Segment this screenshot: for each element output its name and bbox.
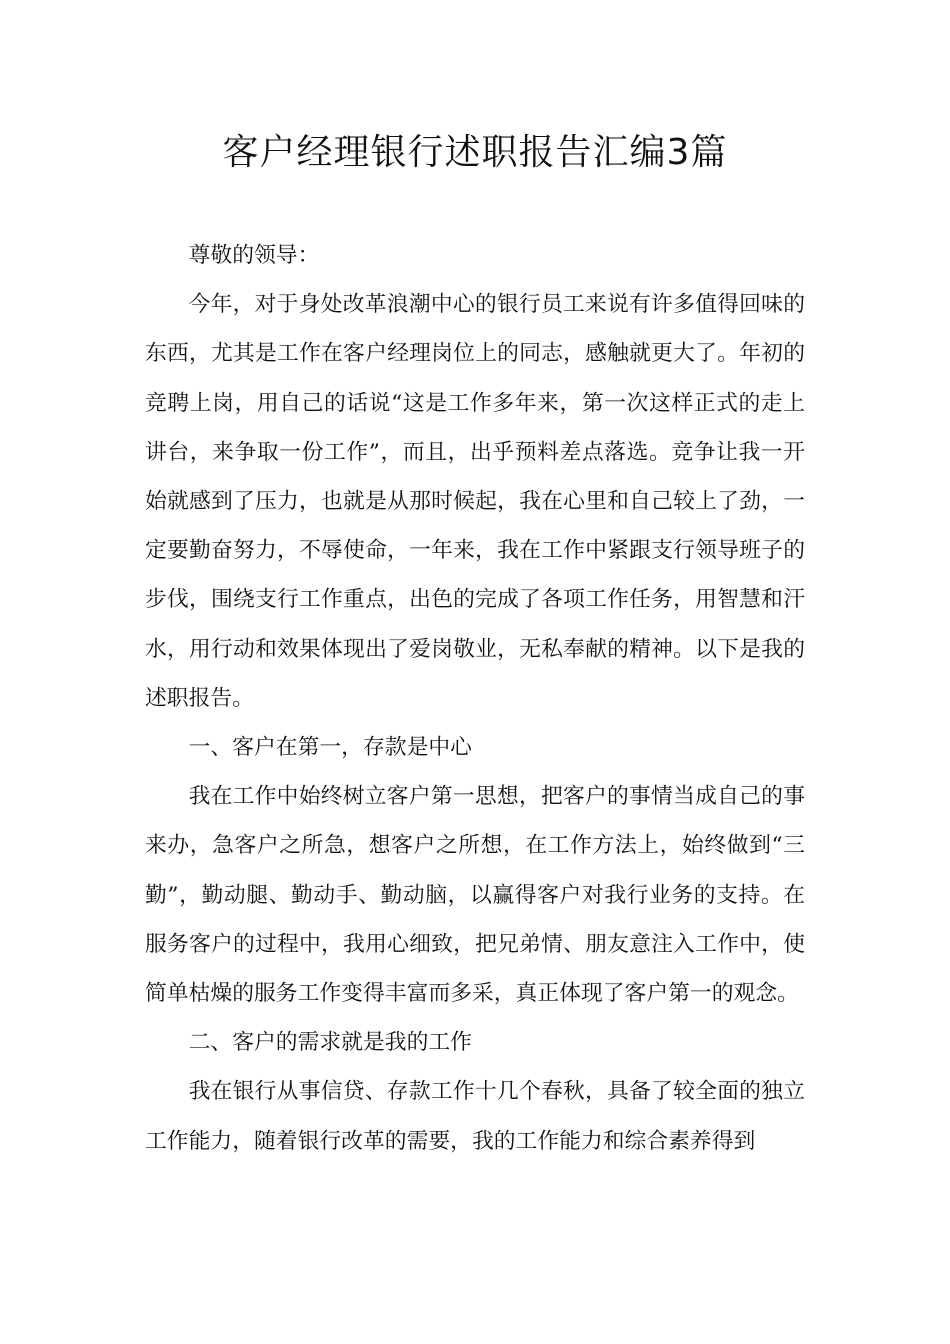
document-body	[145, 231, 805, 1166]
section-heading: 一、客户在第一，存款是中心	[188, 735, 472, 761]
body-paragraph: 我在工作中始终树立客户第一思想，把客户的事情当成自己的事来办，急客户之所急，想客户之所想，在工作方法上，始终做到“三勤”，勤动腿、勤动手、勤动脑，以赢得客户对我行业务的支持。在服务客户的过程中，我用心细致，把兄弟情、朋友意注入工作中，使简单枯燥的服务工作变得丰富而多采，真正体现了客户第一的观念。	[145, 784, 805, 1007]
document-title: 客户经理银行述职报告汇编3篇	[222, 132, 728, 173]
body-paragraph: 今年，对于身处改革浪潮中心的银行员工来说有许多值得回味的东西，尤其是工作在客户经理岗位上的同志，感触就更大了。年初的竞聘上岗，用自己的话说“这是工作多年来，第一次这样正式的走上讲台，来争取一份工作”，而且，出乎预料差点落选。竞争让我一开始就感到了压力，也就是从那时候起，我在心里和自己较上了劲，一定要勤奋努力，不辱使命，一年来，我在工作中紧跟支行领导班子的步伐，围绕支行工作重点，出色的完成了各项工作任务，用智慧和汗水，用行动和效果体现出了爱岗敬业，无私奉献的精神。以下是我的述职报告。	[145, 292, 805, 711]
body-paragraph: 我在银行从事信贷、存款工作十几个春秋，具备了较全面的独立工作能力，随着银行改革的需要，我的工作能力和综合素养得到	[145, 1079, 805, 1154]
section-heading: 二、客户的需求就是我的工作	[188, 1030, 472, 1056]
salutation: 尊敬的领导：	[188, 243, 320, 268]
